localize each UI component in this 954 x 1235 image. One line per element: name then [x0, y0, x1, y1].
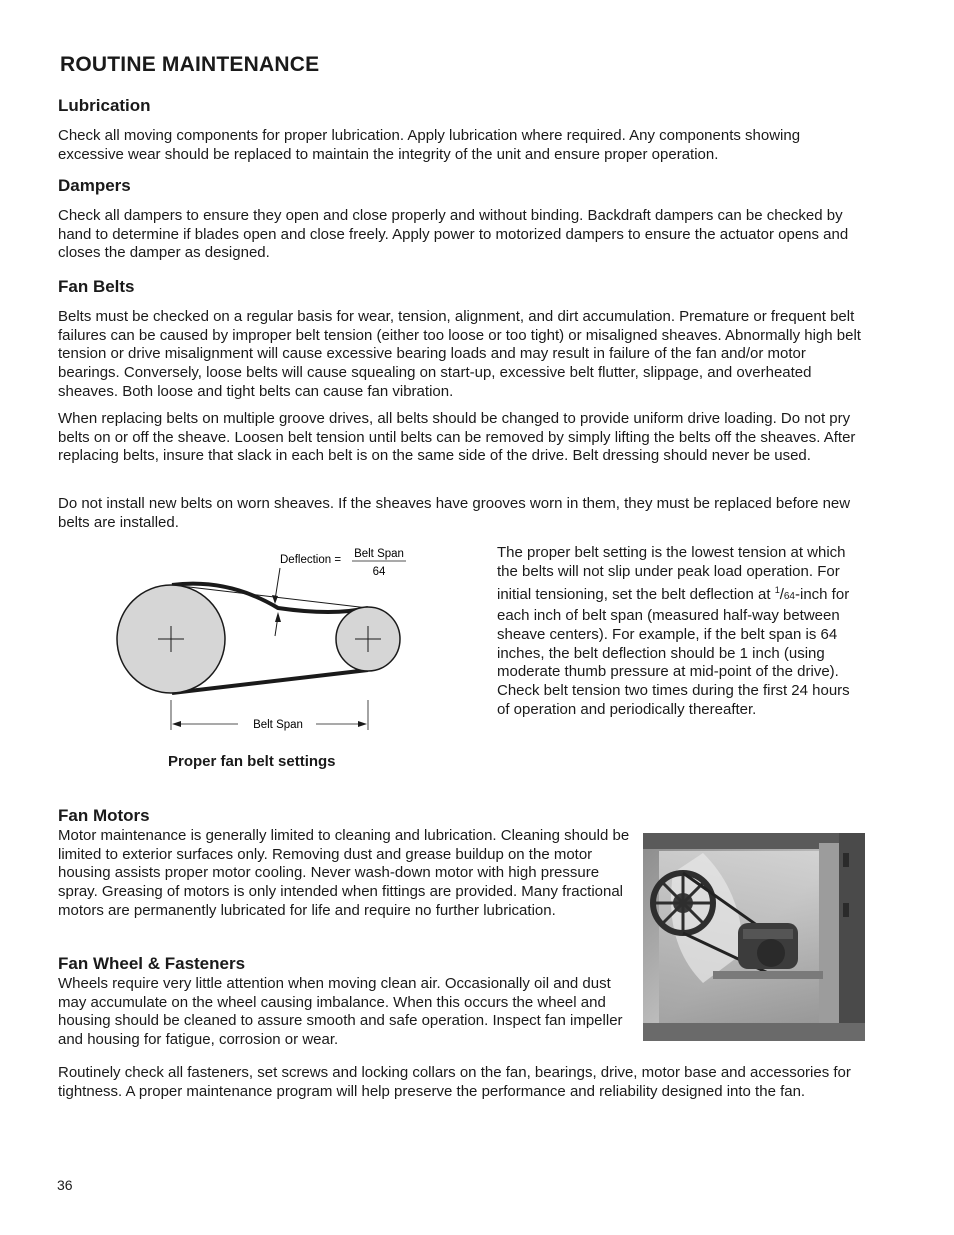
- fan-belts-para-3: Do not install new belts on worn sheaves. If the sheaves have grooves worn in them, they must be replaced before new belts are installed.: [58, 495, 851, 531]
- fan-wheel-text: Wheels require very little attention when moving clean air. Occasionally oil and dust may accumulate on the wheel causing imbalance. When this occurs the wheel and housing should be cleaned to assure smooth and safe operation. Inspect fan impeller and housing for fatigue, corrosion or wear.: [58, 975, 623, 1049]
- lubrication-text: Check all moving components for proper lubrication. Apply lubrication where required. Any components showing excessive wear should be replaced to maintain the integrity of the unit and ensure proper operation.: [58, 127, 801, 163]
- fan-belts-para-2: When replacing belts on multiple groove drives, all belts should be changed to provide uniform drive loading. Do not pry belts on or off the sheave. Loosen belt tension until belts can be removed by simply lifting the belts off the sheaves. After replacing belts, insure that slack in each belt is on the same side of the drive. Belt dressing should never be used.: [58, 410, 856, 465]
- page-title: ROUTINE MAINTENANCE: [60, 53, 320, 76]
- dampers-text: Check all dampers to ensure they open and close properly and without binding. Backdraft dampers can be checked by hand to determine if blades open and close freely. Apply power to motorized dampers to ensure the actuator opens and closes the damper as designed.: [58, 207, 849, 262]
- dampers-heading: Dampers: [58, 176, 131, 195]
- deflection-fraction-top: Belt Span: [354, 548, 404, 560]
- fan-belts-para-1: Belts must be checked on a regular basis for wear, tension, alignment, and dirt accumulation. Premature or frequent belt failures can be caused by improper belt tension (either too loose or too tight) or misaligned sheaves. Abnormally high belt tension or drive misalignment will cause excessive bearing loads and may result in failure of the fan and/or motor bearings. Conversely, loose belts will cause squealing on start-up, excessive belt flutter, slippage, and overheated sheaves. Both loose and tight belts can cause fan vibration.: [58, 308, 861, 400]
- fan-motors-text: Motor maintenance is generally limited to cleaning and lubrication. Cleaning should be limited to exterior surfaces only. Removing dust and grease buildup on the motor housing assists proper motor cooling. Never wash-down motor with high pressure spray. Greasing of motors is only intended when fittings are provided. Many fractional motors are permanently lubricated for life and require no further lubrication.: [58, 827, 630, 919]
- fraction-numerator: 1: [774, 585, 780, 596]
- deflection-arrow-down: [275, 568, 280, 600]
- fraction-denominator: 64: [783, 591, 795, 603]
- deflection-label: Deflection =: [280, 554, 342, 566]
- fan-wheel-heading: Fan Wheel & Fasteners: [58, 954, 246, 973]
- diagram-caption: Proper fan belt settings: [168, 753, 336, 770]
- fan-motors-heading: Fan Motors: [58, 806, 150, 825]
- belt-setting-text: The proper belt setting is the lowest tension at which the belts will not slip under peak load operation. For initial tensioning, set the belt deflection at $^1$/64-inch for each inch of belt span (measured half-way between sheave centers). For example, if the belt span is 64 inches, the belt deflection should be 1 inch (using moderate thumb pressure at mid-point of the drive). Check belt tension two times during the first 24 hours of operation and periodically thereafter.: [497, 544, 850, 718]
- page-number: 36: [57, 1177, 73, 1193]
- deflection-fraction-bottom: 64: [372, 566, 386, 578]
- belt-span-label: Belt Span: [253, 719, 303, 731]
- closing-text: Routinely check all fasteners, set screws and locking collars on the fan, bearings, drive, motor base and accessories for tightness. A proper maintenance program will help preserve the performance and reliability designed into the fan.: [58, 1064, 851, 1100]
- fan-belts-heading: Fan Belts: [58, 277, 135, 296]
- fan-motor-photo: [643, 833, 865, 1041]
- lubrication-heading: Lubrication: [58, 96, 151, 115]
- belt-deflection-diagram: [108, 540, 428, 740]
